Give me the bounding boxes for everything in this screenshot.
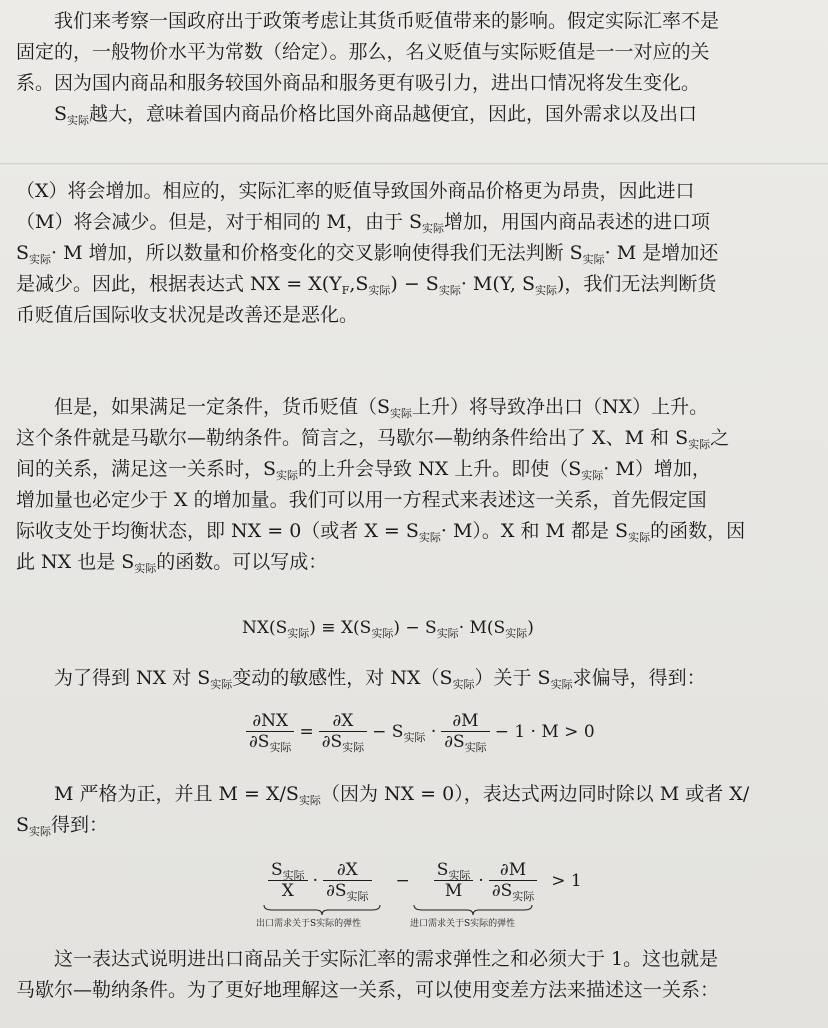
paragraph-5 (16, 779, 812, 841)
paragraph-1 (16, 6, 812, 130)
equation-marshall-lerner: $\frac{S_{实际}}{X}$ · $\frac{\partial X}{\partial S_{实际}}$ − $\frac{S_{实际}}{M}$ · $\frac{\partial M}{\partial S_{实际}}$ > 1 (268, 860, 587, 901)
fraction: $\frac{\partial M}{\partial S_{实际}}$ (489, 860, 537, 901)
fraction: $\frac{\partial X}{\partial S_{实际}}$ (319, 711, 367, 752)
paragraph-2 (16, 176, 812, 331)
paragraph-6 (16, 944, 812, 1006)
paragraph-3 (16, 392, 812, 578)
fraction: $\frac{\partial X}{\partial S_{实际}}$ (323, 860, 371, 901)
fraction: $\frac{\partial NX}{\partial S_{实际}}$ (246, 711, 294, 752)
fraction: $\frac{S_{实际}}{X}$ (268, 860, 308, 901)
fraction: $\frac{S_{实际}}{M}$ (434, 860, 474, 901)
text-line: 这一表达式说明进出口商品关于实际汇率的需求弹性之和必须大于 1。这也就是 (54, 948, 719, 970)
equation-partial-derivative: $\frac{\partial NX}{\partial S_{实际}}$ = $\frac{\partial X}{\partial S_{实际}}$ − $S_{实际}$ · $\frac{\partial M}{\partial S_{实际}}$ − 1 · M > 0 (246, 711, 600, 752)
paragraph-4 (16, 663, 812, 694)
text-line: M 严格为正，并且 $M = X/S_{实际}$（因为 NX = 0），表达式两边同时除以 M 或者 X/ (54, 783, 750, 807)
text-line: （M）将会减少。但是，对于相同的 M，由于 $S_{实际}$增加，用国内商品表述的进口项 (16, 211, 711, 235)
text-line: 马歇尔—勒纳条件。为了更好地理解这一关系，可以使用变差方法来描述这一关系： (16, 979, 720, 1001)
text-line: 是减少。因此，根据表达式 NX = $X(Y_F,S_{实际}) - S_{实际}\cdot M(Y$, $S_{实际}$)，我们无法判断货 (16, 273, 717, 297)
text-line: 此 NX 也是 $S_{实际}$的函数。可以写成： (16, 551, 328, 575)
fraction: $\frac{\partial M}{\partial S_{实际}}$ (441, 711, 489, 752)
underbrace-export (262, 904, 382, 916)
text-line: 币贬值后国际收支状况是改善还是恶化。 (16, 304, 359, 326)
text-line: 系。因为国内商品和服务较国外商品和服务更有吸引力，进出口情况将发生变化。 (16, 72, 701, 94)
text-line: 固定的，一般物价水平为常数（给定）。那么，名义贬值与实际贬值是一一对应的关 (16, 41, 710, 63)
text-line: 为了得到 NX 对 $S_{实际}$变动的敏感性，对 $NX(S_{实际})$关于 $S_{实际}$求偏导，得到： (54, 667, 706, 691)
underbrace-import (412, 904, 534, 916)
text-line: 我们来考察一国政府出于政策考虑让其货币贬值带来的影响。假定实际汇率不是 (54, 10, 720, 32)
text-line: （X）将会增加。相应的，实际汇率的贬值导致国外商品价格更为昂贵，因此进口 (16, 180, 695, 202)
text-line: 间的关系，满足这一关系时，$S_{实际}$的上升会导致 NX 上升。即使$(S_{实际}\cdot M)$增加， (16, 458, 711, 482)
page-fold (0, 163, 828, 166)
text-line: 但是，如果满足一定条件，货币贬值（$S_{实际}$上升）将导致净出口（NX）上升。 (54, 396, 709, 420)
brace-label-export: 出口需求关于S实际的弹性 (256, 919, 362, 929)
text-line: 增加量也必定少于 X 的增加量。我们可以用一方程式来表述这一关系，首先假定国 (16, 489, 707, 511)
text-line: 这个条件就是马歇尔—勒纳条件。简言之，马歇尔—勒纳条件给出了 X、M 和 $S_{实际}$之 (16, 427, 730, 451)
brace-label-import: 进口需求关于S实际的弹性 (410, 919, 516, 929)
text-line: 际收支处于均衡状态，即 NX = 0（或者 $X = S_{实际}\cdot M$）。X 和 M 都是 $S_{实际}$的函数，因 (16, 520, 746, 544)
equation-nx-identity: $NX(S_{实际}) \equiv X(S_{实际}) - S_{实际}\cdot M(S_{实际})$ (242, 618, 534, 640)
text-line: $S_{实际}$得到： (16, 814, 109, 838)
text-line: $S_{实际}$越大，意味着国内商品价格比国外商品越便宜，因此，国外需求以及出口 (54, 103, 698, 127)
text-line: $S_{实际}\cdot M$ 增加，所以数量和价格变化的交叉影响使得我们无法判断 $S_{实际}\cdot M$ 是增加还 (16, 242, 719, 266)
